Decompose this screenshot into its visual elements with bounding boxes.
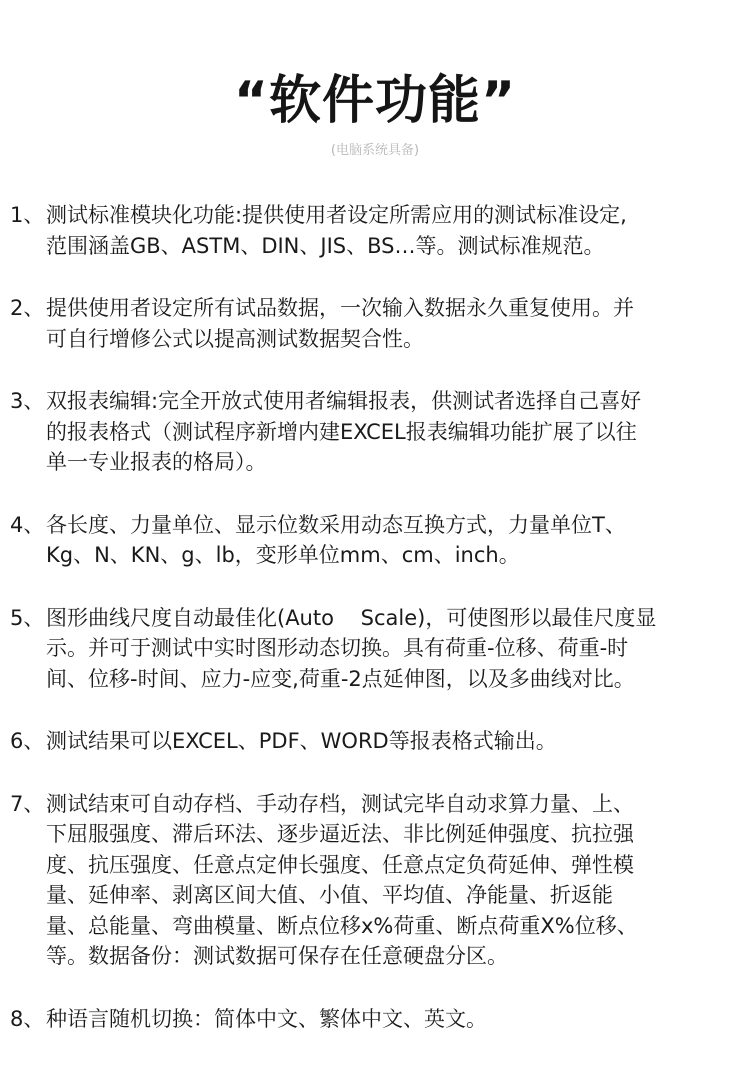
feature-text	[46, 1004, 746, 1035]
feature-line: 测试结果可以EXCEL、PDF、WORD等报表格式输出。	[46, 729, 557, 753]
feature-text	[46, 386, 746, 478]
feature-line: 示。并可于测试中实时图形动态切换。具有荷重-位移、荷重-时	[46, 636, 629, 660]
feature-number: 6、	[10, 729, 45, 753]
feature-item-4	[10, 510, 746, 571]
feature-item-8	[10, 1004, 746, 1035]
feature-line: 下屈服强度、滞后环法、逐步逼近法、非比例延伸强度、抗拉强	[46, 822, 634, 846]
page-subtitle: (电脑系统具备)	[330, 143, 420, 158]
feature-line: 单一专业报表的格局）。	[46, 450, 267, 474]
feature-item-1	[10, 200, 746, 261]
feature-line: 的报表格式（测试程序新增内建EXCEL报表编辑功能扩展了以往	[46, 419, 637, 444]
feature-text	[46, 603, 746, 695]
feature-line: Kg、N、KN、g、lb，变形单位mm、cm、inch。	[46, 543, 520, 567]
feature-line: 范围涵盖GB、ASTM、DIN、JIS、BS…等。测试标准规范。	[46, 233, 605, 258]
feature-line: 间、位移-时间、应力-应变,荷重-2点延伸图，以及多曲线对比。	[46, 666, 635, 691]
feature-line: 量、总能量、弯曲模量、断点位移x%荷重、断点荷重X%位移、	[46, 913, 638, 938]
feature-line: 等。数据备份：测试数据可保存在任意硬盘分区。	[46, 944, 508, 968]
feature-line: 测试结束可自动存档、手动存档，测试完毕自动求算力量、上、	[46, 791, 634, 816]
feature-number: 1、	[10, 203, 45, 227]
feature-line: 双报表编辑:完全开放式使用者编辑报表，供测试者选择自己喜好	[46, 389, 642, 413]
feature-number: 3、	[10, 389, 45, 413]
feature-item-6	[10, 726, 746, 757]
feature-line: 测试标准模块化功能:提供使用者设定所需应用的测试标准设定,	[46, 203, 627, 227]
feature-line: 提供使用者设定所有试品数据，一次输入数据永久重复使用。并	[46, 296, 634, 320]
feature-line: 度、抗压强度、任意点定伸长强度、任意点定负荷延伸、弹性模	[46, 852, 634, 877]
feature-line: 量、延伸率、剥离区间大值、小值、平均值、净能量、折返能	[46, 883, 613, 907]
feature-line: 种语言随机切换：简体中文、繁体中文、英文。	[46, 1006, 487, 1031]
page-title: “软件功能”	[233, 71, 517, 131]
feature-text	[46, 200, 746, 261]
feature-item-5	[10, 603, 746, 695]
feature-number: 4、	[10, 512, 45, 537]
feature-item-2	[10, 293, 746, 354]
feature-number: 5、	[10, 605, 45, 630]
feature-text	[46, 726, 746, 757]
feature-item-7	[10, 789, 746, 972]
feature-text	[46, 510, 746, 571]
feature-text	[46, 293, 746, 354]
feature-number: 8、	[10, 1006, 45, 1031]
feature-line: 可自行增修公式以提高测试数据契合性。	[46, 326, 424, 351]
feature-item-3	[10, 386, 746, 478]
feature-line: 图形曲线尺度自动最佳化(Auto Scale)，可使图形以最佳尺度显	[46, 605, 657, 630]
feature-line: 各长度、力量单位、显示位数采用动态互换方式，力量单位T、	[46, 512, 626, 537]
feature-list	[10, 200, 746, 1066]
feature-text	[46, 789, 746, 972]
feature-number: 2、	[10, 296, 45, 320]
feature-number: 7、	[10, 791, 45, 816]
